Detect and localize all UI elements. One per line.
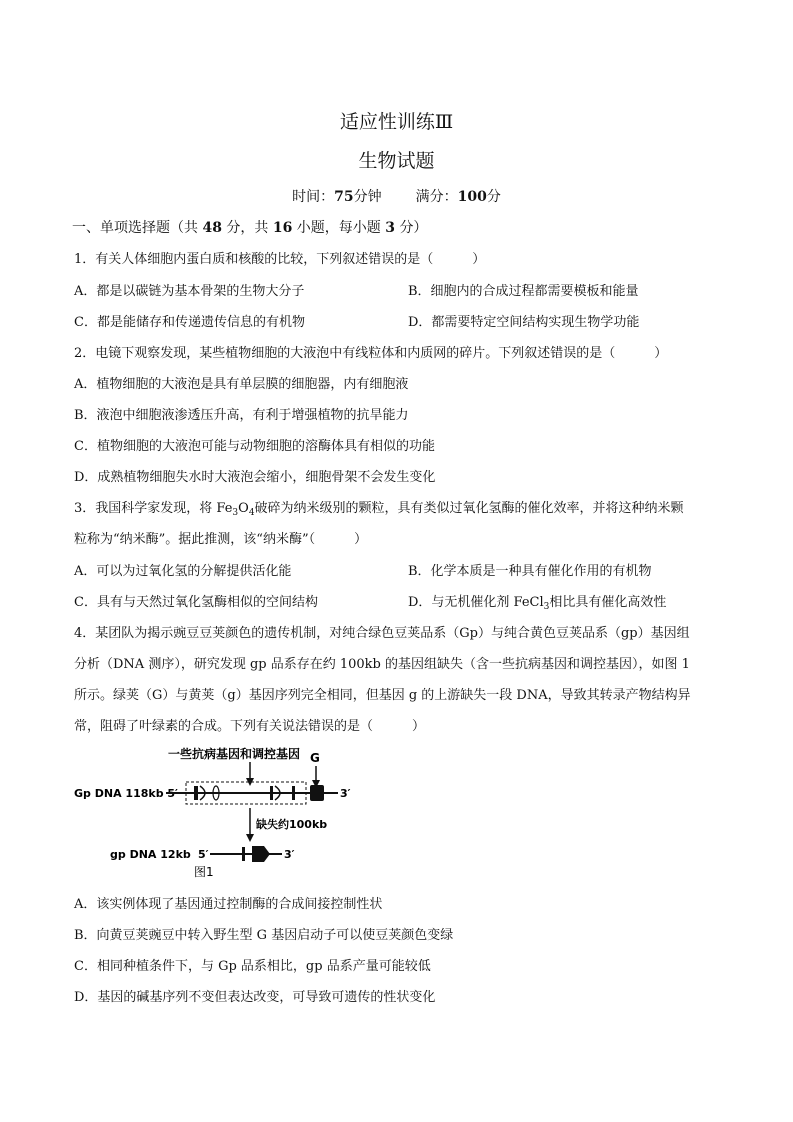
q4-option-b: B．向黄豆荚豌豆中转入野生型 G 基因启动子可以使豆荚颜色变绿 <box>74 928 454 943</box>
fig-three-prime-top: 3′ <box>340 787 351 800</box>
q4-stem-line1: 4．某团队为揭示豌豆豆荚颜色的遗传机制，对纯合绿色豆荚品系（Gp）与纯合黄色豆荚品系（gp）基因组 <box>74 626 690 641</box>
q1-option-d: D．都需要特定空间结构实现生物学功能 <box>408 315 640 330</box>
q2-option-b: B．液泡中细胞液渗透压升高，有利于增强植物的抗旱能力 <box>74 408 409 423</box>
q3-stem-line1: 3．我国科学家发现，将 $Fe_3O_4$破碎为纳米级别的颗粒，具有类似过氧化氢酶的催化效率，并将这种纳米颗 <box>74 501 684 518</box>
fig-g-label: G <box>310 751 320 765</box>
exam-info: 时间：75分钟 满分：100分 <box>292 189 501 205</box>
figure-1-deletion-diagram <box>70 742 370 882</box>
q4-option-c: C．相同种植条件下，与 Gp 品系相比，gp 品系产量可能较低 <box>74 959 431 974</box>
fig-top-label: 一些抗病基因和调控基因 <box>168 747 301 761</box>
section-heading: 一、单项选择题（共 48 分，共 16 小题，每小题 3 分） <box>72 220 428 236</box>
q1-option-b: B．细胞内的合成过程都需要模板和能量 <box>408 284 639 299</box>
q2-option-d: D．成熟植物细胞失水时大液泡会缩小，细胞骨架不会发生变化 <box>74 470 436 485</box>
q2-option-c: C．植物细胞的大液泡可能与动物细胞的溶酶体具有相似的功能 <box>74 439 435 454</box>
fig-deletion-label: 缺失约100kb <box>256 818 328 831</box>
q1-stem: 1．有关人体细胞内蛋白质和核酸的比较，下列叙述错误的是（ ） <box>74 252 486 267</box>
q3-option-d: D．与无机催化剂 FeCl$_3$相比具有催化高效性 <box>408 595 667 612</box>
fig-gp-small-label: gp DNA 12kb <box>110 848 191 861</box>
fig-gene-block-3 <box>292 786 295 800</box>
q4-option-d: D．基因的碱基序列不变但表达改变，可导致可遗传的性状变化 <box>74 990 436 1005</box>
q3-option-c: C．具有与天然过氧化氢酶相似的空间结构 <box>74 595 318 610</box>
fig-deletion-arrow-head <box>246 834 254 842</box>
q3-option-b: B．化学本质是一种具有催化作用的有机物 <box>408 564 652 579</box>
fig-gene-block-2 <box>270 786 273 800</box>
fig-gene-block-1 <box>194 786 198 800</box>
q4-stem-line4: 常，阻碍了叶绿素的合成。下列有关说法错误的是（ ） <box>74 719 426 734</box>
q3-option-a: A．可以为过氧化氢的分解提供活化能 <box>74 564 292 579</box>
exam-title: 适应性训练Ⅲ <box>339 111 454 133</box>
fig-three-prime-bottom: 3′ <box>284 848 295 861</box>
fig-small-gene-block <box>242 847 245 861</box>
fig-five-prime-bottom: 5′ <box>198 848 209 861</box>
fig-small-g-gene <box>252 846 270 862</box>
q1-option-a: A．都是以碳链为基本骨架的生物大分子 <box>74 284 305 299</box>
q4-stem-line2: 分析（DNA 测序），研究发现 gp 品系存在约 100kb 的基因组缺失（含一些抗病基因和调控基因），如图 1 <box>74 657 690 672</box>
fig-g-gene <box>310 785 324 801</box>
q2-stem: 2．电镜下观察发现，某些植物细胞的大液泡中有线粒体和内质网的碎片。下列叙述错误的是（ ） <box>74 346 668 361</box>
q4-stem-line3: 所示。绿荚（G）与黄荚（g）基因序列完全相同，但基因 g 的上游缺失一段 DNA，导致其转录产物结构异 <box>74 688 691 703</box>
q3-stem-line2: 粒称为“纳米酶”。据此推测，该“纳米酶”（ ） <box>74 532 368 547</box>
q1-option-c: C．都是能储存和传递遗传信息的有机物 <box>74 315 305 330</box>
q2-option-a: A．植物细胞的大液泡是具有单层膜的细胞器，内有细胞液 <box>74 377 409 392</box>
q4-option-a: A．该实例体现了基因通过控制酶的合成间接控制性状 <box>74 897 383 912</box>
fig-gp-dna-label: Gp DNA 118kb 5′ <box>74 787 178 800</box>
exam-subject: 生物试题 <box>358 150 435 172</box>
fig-caption: 图1 <box>194 865 214 879</box>
